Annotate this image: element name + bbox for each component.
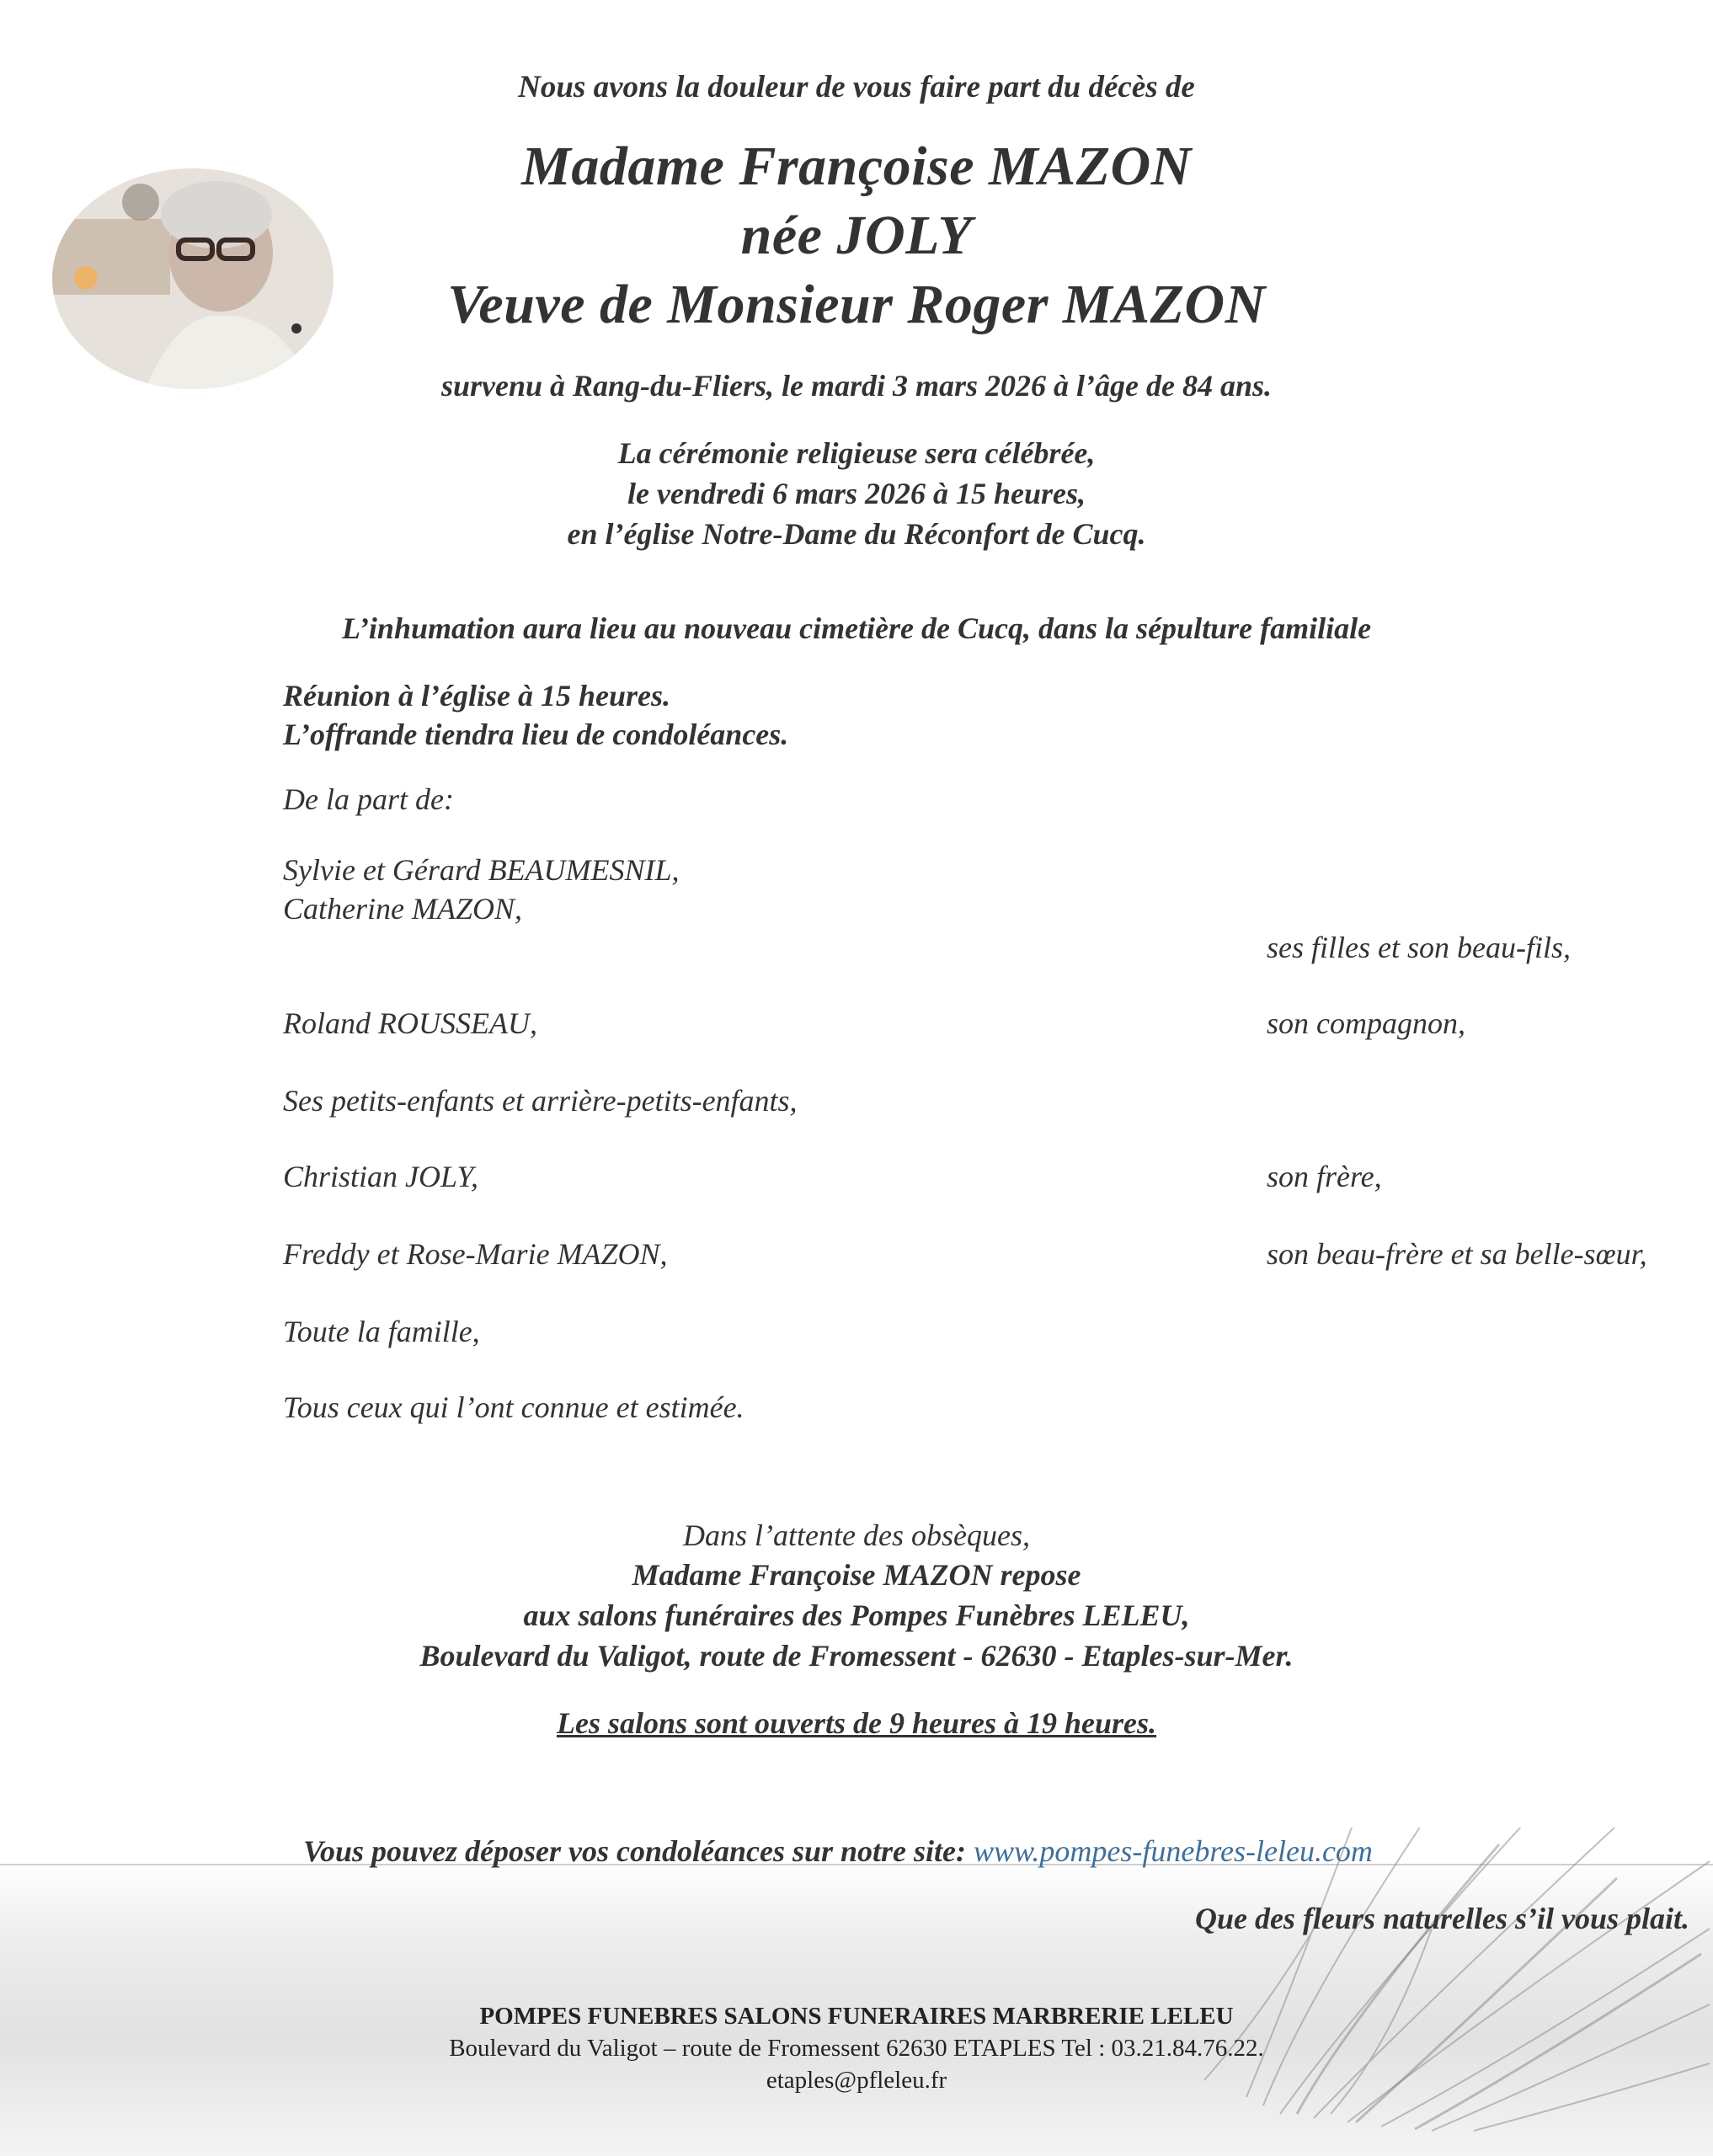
ceremony-line-1: La cérémonie religieuse sera célébrée, bbox=[617, 436, 1096, 470]
family-in-laws-relation: son beau-frère et sa belle-sœur, bbox=[1267, 1237, 1647, 1271]
family-daughters-relation: ses filles et son beau-fils, bbox=[1267, 931, 1571, 964]
meeting-line-2: L’offrande tiendra lieu de condoléances. bbox=[283, 718, 789, 751]
family-brother: Christian JOLY, bbox=[283, 1160, 479, 1193]
rest-line-2: Madame Françoise MAZON repose bbox=[632, 1558, 1081, 1592]
widow-line: Veuve de Monsieur Roger MAZON bbox=[447, 274, 1266, 335]
family-daughters-2: Catherine MAZON, bbox=[283, 892, 522, 926]
meeting-line-1: Réunion à l’église à 15 heures. bbox=[283, 679, 671, 712]
rest-line-1: Dans l’attente des obsèques, bbox=[683, 1518, 1030, 1552]
burial-line: L’inhumation aura lieu au nouveau cimetière de Cucq, dans la sépulture familiale bbox=[341, 611, 1372, 645]
ceremony-line-3: en l’église Notre-Dame du Réconfort de Cucq. bbox=[567, 517, 1146, 551]
family-acquaintances: Tous ceux qui l’ont connue et estimée. bbox=[283, 1390, 744, 1424]
family-in-laws: Freddy et Rose-Marie MAZON, bbox=[283, 1237, 668, 1271]
from-label: De la part de: bbox=[283, 782, 454, 816]
condolences-text: Vous pouvez déposer vos condoléances sur notre site: bbox=[303, 1834, 967, 1868]
intro-line: Nous avons la douleur de vous faire part du décès de bbox=[518, 70, 1195, 104]
rest-line-3: aux salons funéraires des Pompes Funèbres LELEU, bbox=[523, 1598, 1190, 1632]
opening-hours: Les salons sont ouverts de 9 heures à 19 heures. bbox=[556, 1706, 1157, 1740]
deceased-name: Madame Françoise MAZON bbox=[521, 136, 1192, 197]
maiden-name: née JOLY bbox=[740, 205, 973, 266]
condolences-line bbox=[303, 1831, 1373, 1871]
family-daughters-1: Sylvie et Gérard BEAUMESNIL, bbox=[283, 853, 680, 887]
flowers-line: Que des fleurs naturelles s’il vous plait. bbox=[1194, 1902, 1689, 1935]
beach-grass-background bbox=[0, 1828, 1713, 2156]
ceremony-line-2: le vendredi 6 mars 2026 à 15 heures, bbox=[627, 477, 1086, 510]
footer-company: POMPES FUNEBRES SALONS FUNERAIRES MARBRERIE LELEU bbox=[479, 2003, 1234, 2030]
family-companion: Roland ROUSSEAU, bbox=[283, 1006, 537, 1040]
footer-email[interactable]: etaples@pfleleu.fr bbox=[766, 2067, 947, 2094]
death-line: survenu à Rang-du-Fliers, le mardi 3 mars 2026 à l’âge de 84 ans. bbox=[440, 369, 1273, 403]
family-grandchildren: Ses petits-enfants et arrière-petits-enfants, bbox=[283, 1084, 798, 1118]
family-brother-relation: son frère, bbox=[1267, 1160, 1382, 1193]
footer-address: Boulevard du Valigot – route de Fromessent 62630 ETAPLES Tel : 03.21.84.76.22. bbox=[449, 2035, 1264, 2062]
rest-line-4: Boulevard du Valigot, route de Fromessent - 62630 - Etaples-sur-Mer. bbox=[419, 1639, 1294, 1673]
website-link[interactable]: www.pompes-funebres-leleu.com bbox=[974, 1834, 1373, 1868]
family-all: Toute la famille, bbox=[283, 1315, 480, 1348]
family-companion-relation: son compagnon, bbox=[1267, 1006, 1465, 1040]
